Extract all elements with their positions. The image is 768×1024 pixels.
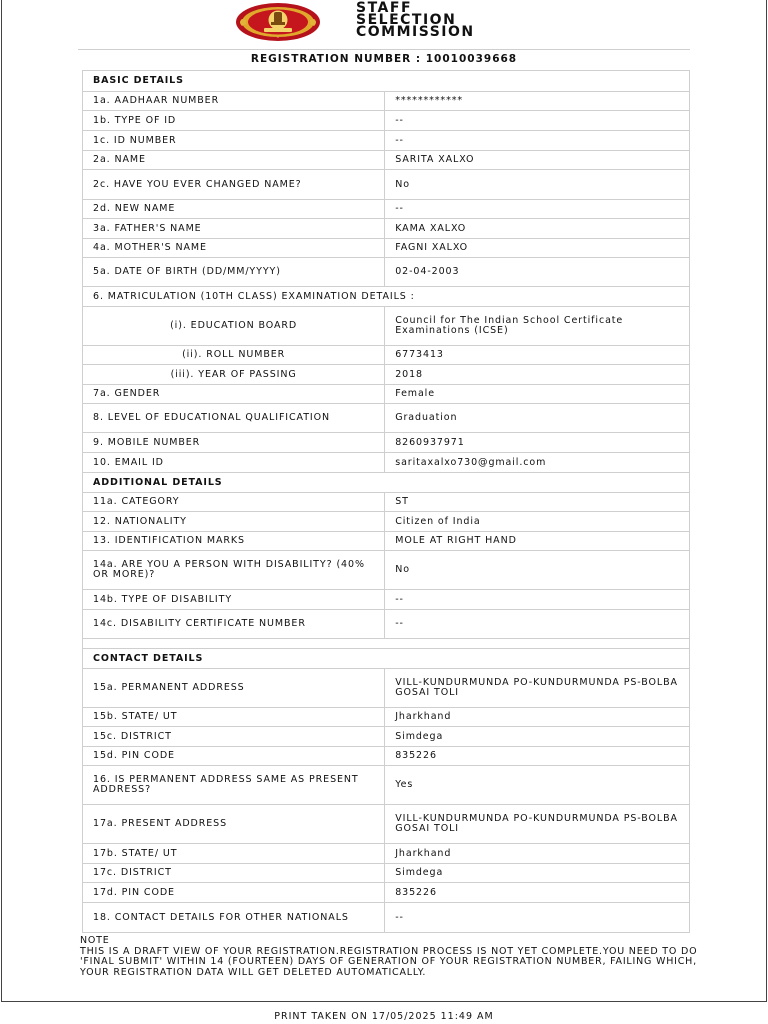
row-value: 835226 (385, 747, 690, 766)
row-label: 17b. STATE/ UT (83, 844, 385, 864)
row-label-full-width: 6. MATRICULATION (10TH CLASS) EXAMINATION DETAILS : (83, 287, 690, 307)
row-label: 10. EMAIL ID (83, 453, 385, 473)
table-row (83, 727, 690, 747)
table-row (83, 258, 690, 287)
row-value: 6773413 (385, 346, 690, 365)
row-label: 15b. STATE/ UT (83, 708, 385, 727)
row-value: 8260937971 (385, 433, 690, 453)
row-value: 835226 (385, 883, 690, 903)
row-value: -- (385, 610, 690, 639)
row-value: KAMA XALXO (385, 219, 690, 239)
row-value: MOLE AT RIGHT HAND (385, 532, 690, 551)
section-header-row (83, 473, 690, 493)
svg-text:~: ~ (276, 35, 280, 40)
row-value: Citizen of India (385, 512, 690, 532)
row-label: 2d. NEW NAME (83, 200, 385, 219)
table-row (83, 111, 690, 131)
row-label: 12. NATIONALITY (83, 512, 385, 532)
header-divider (78, 49, 690, 50)
row-label: (ii). ROLL NUMBER (83, 346, 385, 365)
page-border-right (766, 0, 767, 1002)
page-border-left (1, 0, 2, 1002)
table-row (83, 385, 690, 404)
table-row (83, 219, 690, 239)
table-row (83, 287, 690, 307)
row-value: -- (385, 200, 690, 219)
row-label: 1b. TYPE OF ID (83, 111, 385, 131)
row-value: -- (385, 111, 690, 131)
row-value: Jharkhand (385, 844, 690, 864)
row-value: ************ (385, 92, 690, 111)
row-label: 17d. PIN CODE (83, 883, 385, 903)
table-row (83, 200, 690, 219)
row-value: saritaxalxo730@gmail.com (385, 453, 690, 473)
table-row (83, 346, 690, 365)
row-label: 9. MOBILE NUMBER (83, 433, 385, 453)
registration-number: REGISTRATION NUMBER : 10010039668 (250, 53, 518, 65)
row-value: ST (385, 493, 690, 512)
table-row (83, 844, 690, 864)
row-label: 18. CONTACT DETAILS FOR OTHER NATIONALS (83, 903, 385, 933)
spacer-cell (83, 639, 690, 649)
table-row (83, 669, 690, 708)
org-name-line-1: STAFF (356, 0, 413, 16)
registration-details-table (82, 70, 690, 933)
note-block (80, 936, 700, 978)
table-row (83, 365, 690, 385)
row-value: FAGNI XALXO (385, 239, 690, 258)
row-label: 14c. DISABILITY CERTIFICATE NUMBER (83, 610, 385, 639)
table-row (83, 708, 690, 727)
row-label: 14b. TYPE OF DISABILITY (83, 590, 385, 610)
table-row (83, 92, 690, 111)
spacer-row (83, 639, 690, 649)
table-row (83, 747, 690, 766)
table-row (83, 453, 690, 473)
row-label: 13. IDENTIFICATION MARKS (83, 532, 385, 551)
note-title: NOTE (80, 935, 110, 946)
table-row (83, 433, 690, 453)
table-row (83, 239, 690, 258)
row-label: 17c. DISTRICT (83, 864, 385, 883)
table-row (83, 766, 690, 805)
row-label: (iii). YEAR OF PASSING (83, 365, 385, 385)
print-timestamp: PRINT TAKEN ON 17/05/2025 11:49 AM (274, 1011, 494, 1022)
table-row (83, 551, 690, 590)
section-title-basic-details: BASIC DETAILS (83, 71, 690, 92)
row-label: 15c. DISTRICT (83, 727, 385, 747)
row-label: 11a. CATEGORY (83, 493, 385, 512)
row-label: 1c. ID NUMBER (83, 131, 385, 151)
row-label: 2a. NAME (83, 151, 385, 170)
row-value: Simdega (385, 727, 690, 747)
table-row (83, 903, 690, 933)
row-value: -- (385, 131, 690, 151)
table-row (83, 805, 690, 844)
org-name-line-2: SELECTION (356, 12, 457, 28)
row-value: Female (385, 385, 690, 404)
row-label: 1a. AADHAAR NUMBER (83, 92, 385, 111)
row-value: Yes (385, 766, 690, 805)
organisation-name (356, 2, 475, 38)
row-label: (i). EDUCATION BOARD (83, 307, 385, 346)
row-label: 8. LEVEL OF EDUCATIONAL QUALIFICATION (83, 404, 385, 433)
page-header (0, 0, 768, 48)
section-title-contact-details: CONTACT DETAILS (83, 649, 690, 669)
table-row (83, 883, 690, 903)
row-label: 17a. PRESENT ADDRESS (83, 805, 385, 844)
row-value: 02-04-2003 (385, 258, 690, 287)
row-value: Graduation (385, 404, 690, 433)
ssc-emblem-logo (234, 1, 344, 43)
row-label: 16. IS PERMANENT ADDRESS SAME AS PRESENT ADDRESS? (83, 766, 385, 805)
row-label: 15a. PERMANENT ADDRESS (83, 669, 385, 708)
row-label: 3a. FATHER'S NAME (83, 219, 385, 239)
table-row (83, 493, 690, 512)
table-row (83, 170, 690, 200)
table-row (83, 590, 690, 610)
table-row (83, 610, 690, 639)
row-value: No (385, 551, 690, 590)
row-value: No (385, 170, 690, 200)
row-value: 2018 (385, 365, 690, 385)
table-row (83, 512, 690, 532)
row-label: 2c. HAVE YOU EVER CHANGED NAME? (83, 170, 385, 200)
table-row (83, 307, 690, 346)
row-value: Simdega (385, 864, 690, 883)
row-label: 14a. ARE YOU A PERSON WITH DISABILITY? (40% OR MORE)? (83, 551, 385, 590)
table-row (83, 864, 690, 883)
section-header-row (83, 649, 690, 669)
row-value: -- (385, 590, 690, 610)
table-row (83, 404, 690, 433)
row-value: VILL-KUNDURMUNDA PO-KUNDURMUNDA PS-BOLBA GOSAI TOLI (385, 805, 690, 844)
row-label: 15d. PIN CODE (83, 747, 385, 766)
row-label: 5a. DATE OF BIRTH (DD/MM/YYYY) (83, 258, 385, 287)
note-text: THIS IS A DRAFT VIEW OF YOUR REGISTRATION.REGISTRATION PROCESS IS NOT YET COMPLETE.YOU NEED TO DO 'FINAL SUBMIT' WITHIN 14 (FOURTEEN) DAYS OF GENERATION OF YOUR REGISTRATION NUMBER, FAILING WHICH, YOUR REGISTRATION DATA WILL GET DELETED AUTOMATICALLY. (80, 945, 698, 978)
row-value: Jharkhand (385, 708, 690, 727)
row-value: VILL-KUNDURMUNDA PO-KUNDURMUNDA PS-BOLBA GOSAI TOLI (385, 669, 690, 708)
row-value: Council for The Indian School Certificate Examinations (ICSE) (385, 307, 690, 346)
section-title-additional-details: ADDITIONAL DETAILS (83, 473, 690, 493)
table-row (83, 151, 690, 170)
page-border-bottom (1, 1001, 767, 1002)
section-header-row (83, 71, 690, 92)
org-name-line-3: COMMISSION (356, 24, 475, 40)
row-value: -- (385, 903, 690, 933)
table-row (83, 131, 690, 151)
table-row (83, 532, 690, 551)
row-value: SARITA XALXO (385, 151, 690, 170)
row-label: 4a. MOTHER'S NAME (83, 239, 385, 258)
row-label: 7a. GENDER (83, 385, 385, 404)
